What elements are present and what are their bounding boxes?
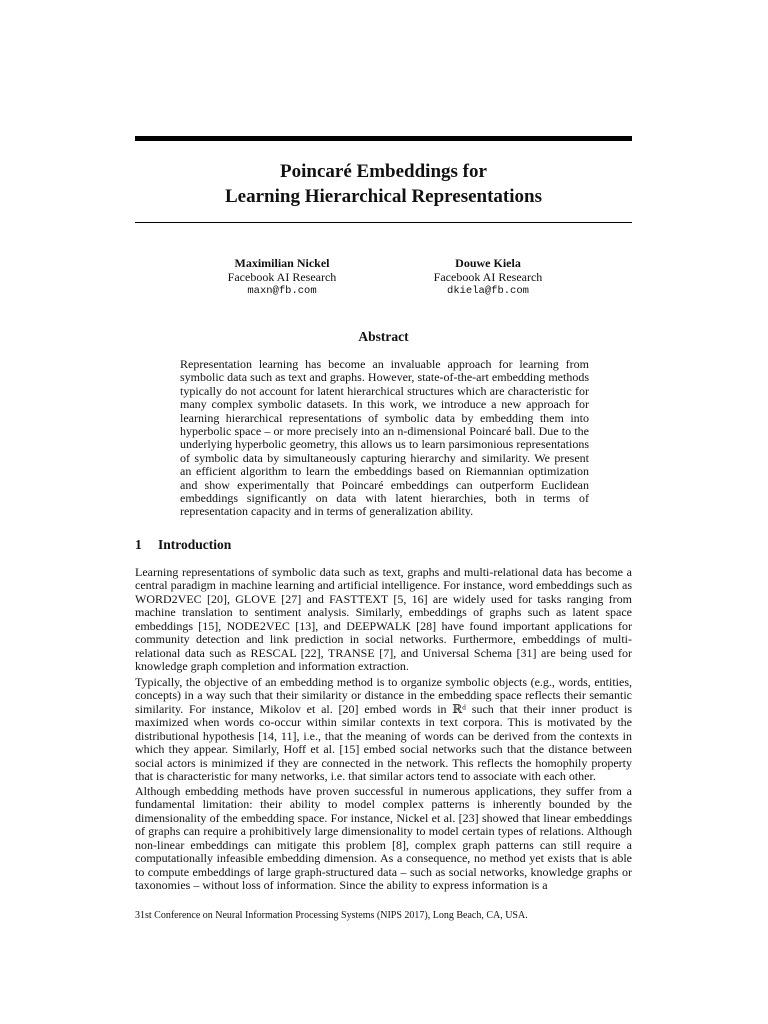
author-name: Maximilian Nickel [234,256,330,270]
section-heading [135,537,632,553]
intro-paragraph-1: Learning representations of symbolic data such as text, graphs and multi-relational data has become a central paradigm in machine learning and artificial intelligence. For instance, word embeddings such as WORD2VEC [20], GLOVE [27] and FASTTEXT [5, 16] are widely used for tasks ranging from machine translation to sentiment analysis. Similarly, embeddings of graphs such as latent space embeddings [15], NODE2VEC [13], and DEEPWALK [28] have found important applications for community detection and link prediction in social networks. Furthermore, embeddings of multi-relational data such as RESCAL [22], TRANSE [7], and Universal Schema [31] are being used for knowledge graph completion and information extraction. [135,565,632,674]
conference-footnote: 31st Conference on Neural Information Processing Systems (NIPS 2017), Long Beach, CA, USA. [135,910,528,921]
abstract-heading: Abstract [358,329,409,344]
intro-paragraph-2: Typically, the objective of an embedding method is to organize symbolic objects (e.g., words, entities, concepts) in a way such that their similarity or distance in the embedding space reflects their semantic similarity. For instance, Mikolov et al. [20] embed words in ℝᵈ such that their inner product is maximized when words co-occur within similar contexts in text corpora. This is motivated by the distributional hypothesis [14, 11], i.e., that the meaning of words can be derived from the contexts in which they appear. Similarly, Hoff et al. [15] embed social networks such that the distance between social actors is minimized if they are connected in the network. This reflects the homophily property that is characteristic for many networks, i.e. that similar actors tend to associate with each other. [135,675,632,784]
title-top-rule [135,136,632,141]
author-name: Douwe Kiela [455,256,521,270]
author-email[interactable]: dkiela@fb.com [447,285,529,297]
intro-paragraph-3: Although embedding methods have proven successful in numerous applications, they suffer from a fundamental limitation: their ability to model complex patterns is inherently bounded by the dimensionality of the embedding space. For instance, Nickel et al. [23] showed that linear embeddings of graphs can require a prohibitively large dimensionality to model certain types of relations. Although non-linear embeddings can mitigate this problem [8], complex graph patterns can still require a computationally infeasible embedding dimension. As a consequence, no method yet exists that is able to compute embeddings of large graph-structured data – such as social networks, knowledge graphs or taxonomies – without loss of information. Since the ability to express information is a [135,784,632,893]
author-email[interactable]: maxn@fb.com [247,285,317,297]
title-line-1: Poincaré Embeddings for [280,161,487,182]
paper-title [135,159,632,209]
author-block-2 [388,256,588,298]
title-bottom-rule [135,222,632,223]
title-line-2: Learning Hierarchical Representations [225,186,542,207]
author-block-1 [182,256,382,298]
author-affiliation: Facebook AI Research [227,270,337,284]
section-title: Introduction [158,537,232,552]
section-number: 1 [135,537,142,552]
abstract-text: Representation learning has become an invaluable approach for learning from symbolic data such as text and graphs. However, state-of-the-art embedding methods typically do not account for latent hierarchical structures which are characteristic for many complex symbolic datasets. In this work, we introduce a new approach for learning hierarchical representations of symbolic data by embedding them into hyperbolic space – or more precisely into an n-dimensional Poincaré ball. Due to the underlying hyperbolic geometry, this allows us to learn parsimonious representations of symbolic data by simultaneously capturing hierarchy and similarity. We present an efficient algorithm to learn the embeddings based on Riemannian optimization and show experimentally that Poincaré embeddings can outperform Euclidean embeddings significantly on data with latent hierarchies, both in terms of representation capacity and in terms of generalization ability. [180,357,589,519]
author-affiliation: Facebook AI Research [433,270,543,284]
